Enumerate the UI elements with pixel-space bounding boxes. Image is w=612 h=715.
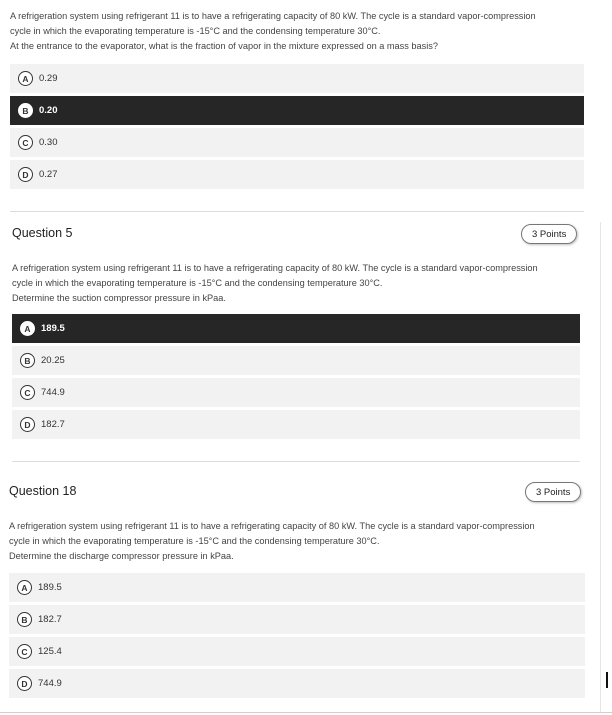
scroll-track-line [600,222,601,712]
option-letter-badge: B [17,612,32,627]
option-label: 182.7 [41,419,65,430]
option-letter-badge: A [18,71,33,86]
bottom-border [0,712,612,713]
option-d[interactable] [10,160,584,189]
option-label: 744.9 [38,678,62,689]
points-badge: 3 Points [521,224,577,244]
question-stem: A refrigeration system using refrigerant 11 is to have a refrigerating capacity of 80 kW. The cycle is a standard vapor-compression cycle in which the evaporating temperature is -15°C and the condensing temperature 30°C. Determine the discharge compressor pressure in kPaa. [9,521,535,561]
option-letter-badge: C [17,644,32,659]
option-label: 744.9 [41,387,65,398]
option-c[interactable] [9,637,585,666]
option-label: 0.29 [39,73,58,84]
option-label: 0.20 [39,105,58,116]
option-letter-badge: B [18,103,33,118]
question-title: Question 5 [12,226,73,240]
option-letter-badge: D [20,417,35,432]
option-b[interactable] [12,346,580,375]
option-label: 20.25 [41,355,65,366]
option-a[interactable] [10,64,584,93]
points-badge: 3 Points [525,482,581,502]
option-d[interactable] [9,669,585,698]
option-c[interactable] [12,378,580,407]
option-d[interactable] [12,410,580,439]
option-c[interactable] [10,128,584,157]
option-letter-badge: C [20,385,35,400]
option-label: 125.4 [38,646,62,657]
question-stem: A refrigeration system using refrigerant 11 is to have a refrigerating capacity of 80 kW. The cycle is a standard vapor-compression cycle in which the evaporating temperature is -15°C and the condensing temperature 30°C. Determine the suction compressor pressure in kPaa. [12,263,538,303]
option-a-selected[interactable] [12,314,580,343]
option-letter-badge: A [17,580,32,595]
option-letter-badge: D [17,676,32,691]
section-divider [12,461,580,462]
option-letter-badge: A [20,321,35,336]
option-b-selected[interactable] [10,96,584,125]
option-letter-badge: B [20,353,35,368]
section-divider [10,211,584,212]
question-title: Question 18 [9,484,77,498]
option-b[interactable] [9,605,585,634]
option-letter-badge: C [18,135,33,150]
option-label: 0.27 [39,169,58,180]
option-letter-badge: D [18,167,33,182]
text-cursor [606,672,608,688]
option-label: 189.5 [41,323,65,334]
option-label: 0.30 [39,137,58,148]
option-label: 182.7 [38,614,62,625]
question-stem: A refrigeration system using refrigerant 11 is to have a refrigerating capacity of 80 kW. The cycle is a standard vapor-compression cycle in which the evaporating temperature is -15°C and the condensing temperature 30°C. At the entrance to the evaporator, what is the fraction of vapor in the mixture expressed on a mass basis? [10,11,536,51]
option-a[interactable] [9,573,585,602]
option-label: 189.5 [38,582,62,593]
